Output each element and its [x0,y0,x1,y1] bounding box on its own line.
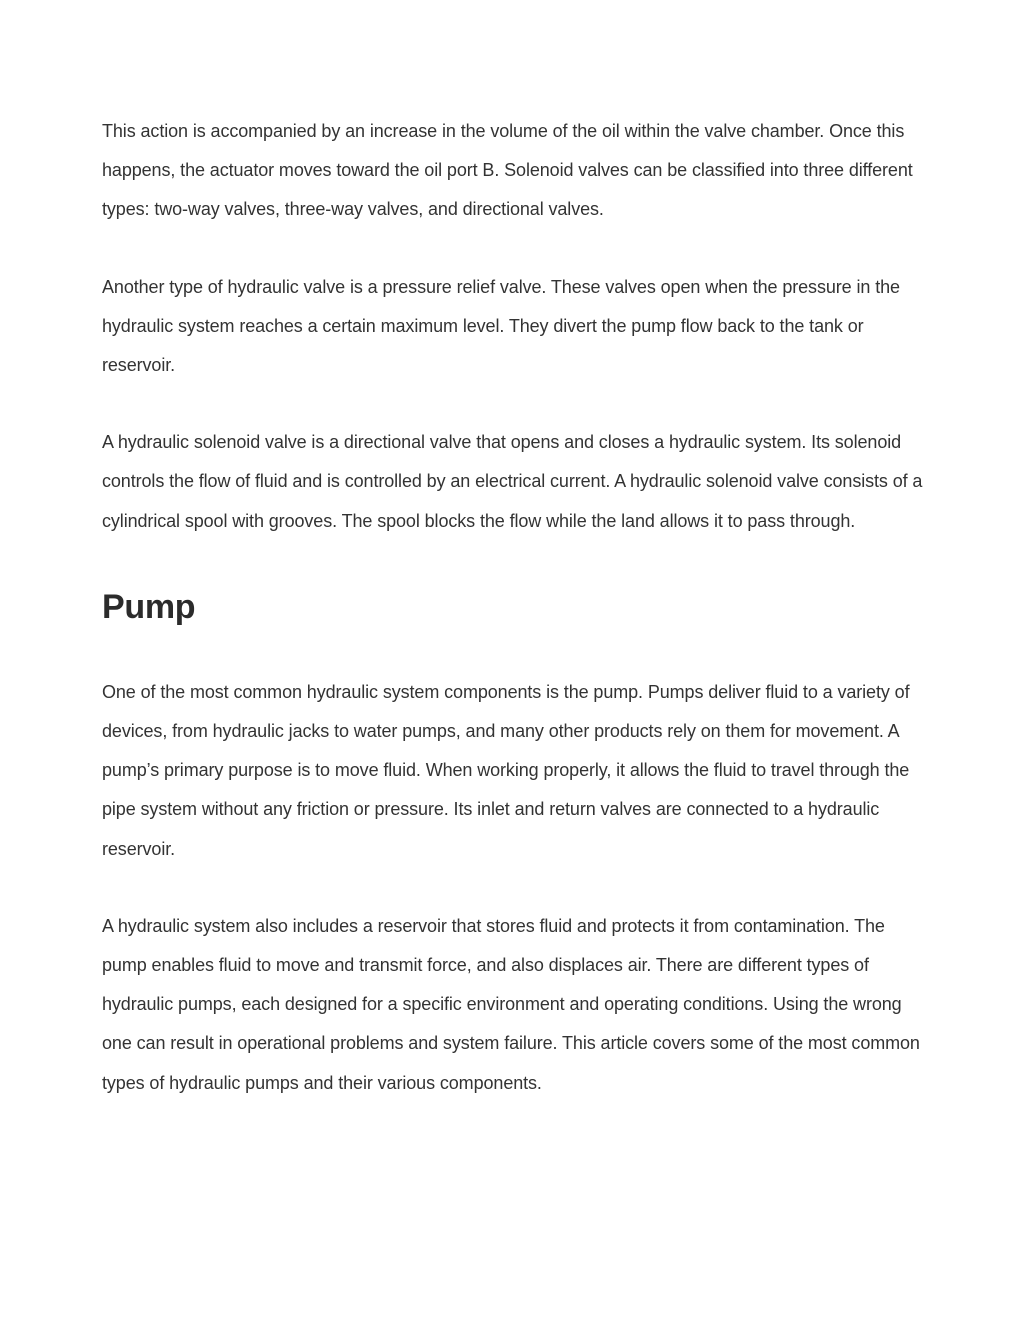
paragraph-hydraulic-solenoid-valve: A hydraulic solenoid valve is a directional valve that opens and closes a hydraulic system. Its solenoid controls the flow of fluid and is controlled by an electrical current. A hydraulic solenoid valve consists of a cylindrical spool with grooves. The spool blocks the flow while the land allows it to pass through. [102,432,923,531]
section-heading-pump: Pump [102,587,196,626]
paragraph-pressure-relief-valve: Another type of hydraulic valve is a pressure relief valve. These valves open when the pressure in the hydraulic system reaches a certain maximum level. They divert the pump flow back to the tank or reservoir. [102,276,900,376]
paragraph-solenoid-valve-types: This action is accompanied by an increase in the volume of the oil within the valve chamber. Once this happens, the actuator moves toward the oil port B. Solenoid valves can be classified into three different types: two-way valves, three-way valves, and directional valves. [102,121,913,220]
paragraph-pump-overview: One of the most common hydraulic system components is the pump. Pumps deliver fluid to a variety of devices, from hydraulic jacks to water pumps, and many other products rely on them for movement. A pump’s primary purpose is to move fluid. When working properly, it allows the fluid to travel through the pipe system without any friction or pressure. Its inlet and return valves are connected to a hydraulic reservoir. [102,681,910,859]
paragraph-reservoir-and-pump-types: A hydraulic system also includes a reservoir that stores fluid and protects it from contamination. The pump enables fluid to move and transmit force, and also displaces air. There are different types of hydraulic pumps, each designed for a specific environment and operating conditions. Using the wrong one can result in operational problems and system failure. This article covers some of the most common types of hydraulic pumps and their various components. [102,915,920,1093]
document-page [102,112,926,1141]
